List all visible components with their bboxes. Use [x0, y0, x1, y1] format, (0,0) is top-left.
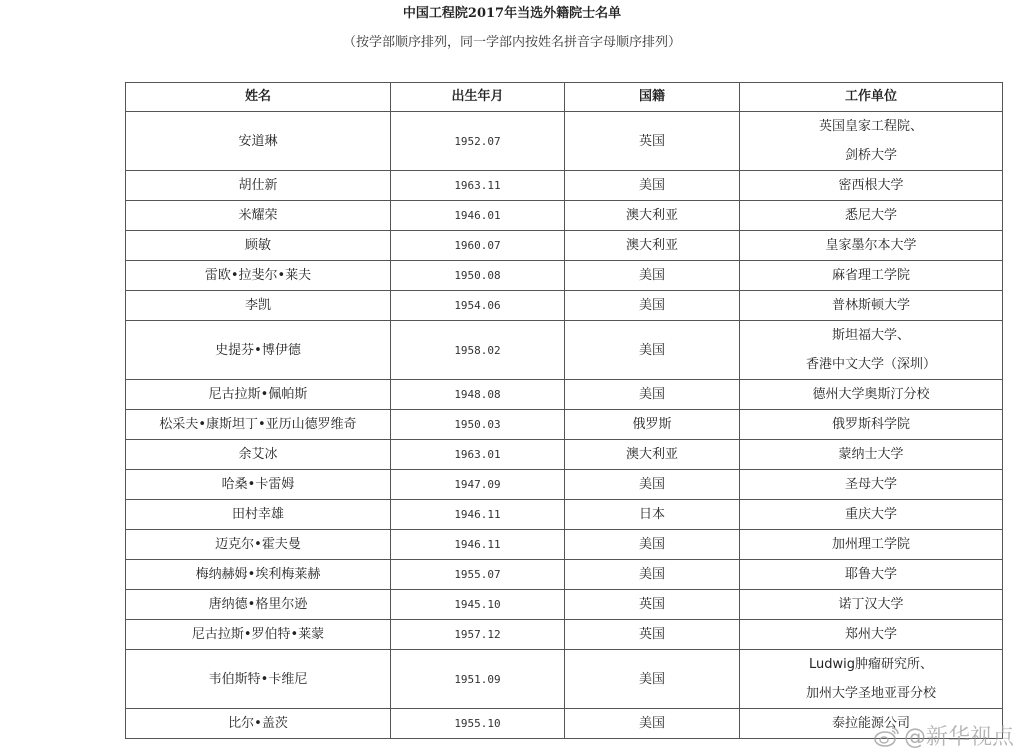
cell-birth: 1955.10: [391, 709, 565, 739]
watermark: [874, 720, 1014, 751]
table-body: [126, 112, 1003, 739]
cell-name: 胡仕新: [126, 171, 391, 201]
cell-birth: 1955.07: [391, 560, 565, 590]
cell-employer: [740, 410, 1003, 440]
cell-birth: 1946.11: [391, 500, 565, 530]
cell-name: 李凯: [126, 291, 391, 321]
table-header-row: [126, 83, 1003, 112]
employer-line: 普林斯顿大学: [831, 298, 910, 313]
cell-birth: 1951.09: [391, 650, 565, 709]
table-row: [126, 530, 1003, 560]
header-birth: 出生年月: [391, 83, 565, 112]
cell-birth: 1948.08: [391, 380, 565, 410]
table-row: [126, 500, 1003, 530]
cell-name: 安道琳: [126, 112, 391, 171]
table-row: [126, 171, 1003, 201]
cell-name: 雷欧•拉斐尔•莱夫: [126, 261, 391, 291]
table-row: [126, 261, 1003, 291]
cell-birth: 1946.01: [391, 201, 565, 231]
cell-nationality: 澳大利亚: [565, 201, 740, 231]
header-name: 姓名: [126, 83, 391, 112]
table-row: [126, 620, 1003, 650]
table-row: [126, 231, 1003, 261]
page-subtitle: （按学部顺序排列，同一学部内按姓名拼音字母顺序排列）: [342, 35, 681, 50]
employer-line: 英国皇家工程院、: [818, 119, 923, 134]
cell-nationality: 日本: [565, 500, 740, 530]
table-row: [126, 440, 1003, 470]
employer-line: Ludwig肿瘤研究所、: [808, 657, 933, 672]
cell-employer: [740, 530, 1003, 560]
employer-line: 悉尼大学: [844, 208, 897, 223]
table-row: [126, 291, 1003, 321]
cell-nationality: 澳大利亚: [565, 231, 740, 261]
employer-line: 泰拉能源公司: [831, 716, 910, 731]
cell-birth: 1947.09: [391, 470, 565, 500]
cell-nationality: 美国: [565, 470, 740, 500]
cell-employer: [740, 291, 1003, 321]
cell-employer: [740, 560, 1003, 590]
cell-name: 尼古拉斯•佩帕斯: [126, 380, 391, 410]
cell-birth: 1957.12: [391, 620, 565, 650]
cell-birth: 1954.06: [391, 291, 565, 321]
cell-nationality: 美国: [565, 171, 740, 201]
cell-nationality: 美国: [565, 650, 740, 709]
cell-birth: 1963.01: [391, 440, 565, 470]
employer-line: 加州大学圣地亚哥分校: [805, 686, 936, 701]
cell-name: 顾敏: [126, 231, 391, 261]
employer-line: 重庆大学: [844, 507, 897, 522]
weibo-icon: [874, 725, 900, 747]
cell-nationality: 英国: [565, 590, 740, 620]
cell-employer: [740, 500, 1003, 530]
table-row: [126, 709, 1003, 739]
watermark-text: @新华视点: [903, 725, 1014, 750]
employer-line: 郑州大学: [844, 627, 897, 642]
cell-nationality: 美国: [565, 560, 740, 590]
cell-employer: [740, 112, 1003, 171]
cell-employer: [740, 201, 1003, 231]
cell-birth: 1952.07: [391, 112, 565, 171]
cell-employer: [740, 231, 1003, 261]
cell-birth: 1960.07: [391, 231, 565, 261]
employer-line: 德州大学奥斯汀分校: [812, 387, 930, 402]
cell-name: 比尔•盖茨: [126, 709, 391, 739]
cell-nationality: 美国: [565, 709, 740, 739]
cell-name: 迈克尔•霍夫曼: [126, 530, 391, 560]
employer-line: 皇家墨尔本大学: [825, 238, 917, 253]
page-title: 中国工程院2017年当选外籍院士名单: [402, 6, 622, 21]
table-row: [126, 410, 1003, 440]
cell-name: 余艾冰: [126, 440, 391, 470]
cell-name: 韦伯斯特•卡维尼: [126, 650, 391, 709]
employer-line: 斯坦福大学、: [831, 328, 910, 343]
cell-name: 唐纳德•格里尔逊: [126, 590, 391, 620]
cell-name: 哈桑•卡雷姆: [126, 470, 391, 500]
table-row: [126, 560, 1003, 590]
employer-line: 耶鲁大学: [844, 567, 897, 582]
employer-line: 麻省理工学院: [831, 268, 910, 283]
employer-line: 香港中文大学（深圳）: [805, 357, 936, 372]
cell-employer: [740, 321, 1003, 380]
cell-birth: 1946.11: [391, 530, 565, 560]
table-row: [126, 590, 1003, 620]
cell-name: 史提芬•博伊德: [126, 321, 391, 380]
table-row: [126, 112, 1003, 171]
table-row: [126, 650, 1003, 709]
cell-nationality: 俄罗斯: [565, 410, 740, 440]
cell-employer: [740, 171, 1003, 201]
cell-birth: 1963.11: [391, 171, 565, 201]
cell-name: 田村幸雄: [126, 500, 391, 530]
employer-line: 诺丁汉大学: [838, 597, 904, 612]
cell-name: 松采夫•康斯坦丁•亚历山德罗维奇: [126, 410, 391, 440]
employer-line: 密西根大学: [838, 178, 904, 193]
cell-employer: [740, 380, 1003, 410]
cell-name: 米耀荣: [126, 201, 391, 231]
cell-birth: 1958.02: [391, 321, 565, 380]
cell-nationality: 美国: [565, 261, 740, 291]
cell-birth: 1950.03: [391, 410, 565, 440]
cell-nationality: 美国: [565, 530, 740, 560]
cell-employer: [740, 650, 1003, 709]
cell-name: 尼古拉斯•罗伯特•莱蒙: [126, 620, 391, 650]
cell-employer: [740, 620, 1003, 650]
academician-table: [125, 82, 1003, 739]
employer-line: 加州理工学院: [831, 537, 910, 552]
table-row: [126, 321, 1003, 380]
cell-nationality: 美国: [565, 291, 740, 321]
table-row: [126, 470, 1003, 500]
cell-birth: 1950.08: [391, 261, 565, 291]
header-nationality: 国籍: [565, 83, 740, 112]
employer-line: 剑桥大学: [844, 148, 897, 163]
cell-employer: [740, 440, 1003, 470]
cell-employer: [740, 261, 1003, 291]
employer-line: 俄罗斯科学院: [831, 417, 910, 432]
table-row: [126, 380, 1003, 410]
cell-nationality: 美国: [565, 321, 740, 380]
cell-employer: [740, 470, 1003, 500]
header-employer: 工作单位: [740, 83, 1003, 112]
cell-employer: [740, 590, 1003, 620]
cell-nationality: 英国: [565, 620, 740, 650]
employer-line: 蒙纳士大学: [838, 447, 904, 462]
cell-birth: 1945.10: [391, 590, 565, 620]
table-row: [126, 201, 1003, 231]
cell-nationality: 美国: [565, 380, 740, 410]
cell-nationality: 英国: [565, 112, 740, 171]
cell-name: 梅纳赫姆•埃利梅莱赫: [126, 560, 391, 590]
employer-line: 圣母大学: [844, 477, 897, 492]
cell-nationality: 澳大利亚: [565, 440, 740, 470]
